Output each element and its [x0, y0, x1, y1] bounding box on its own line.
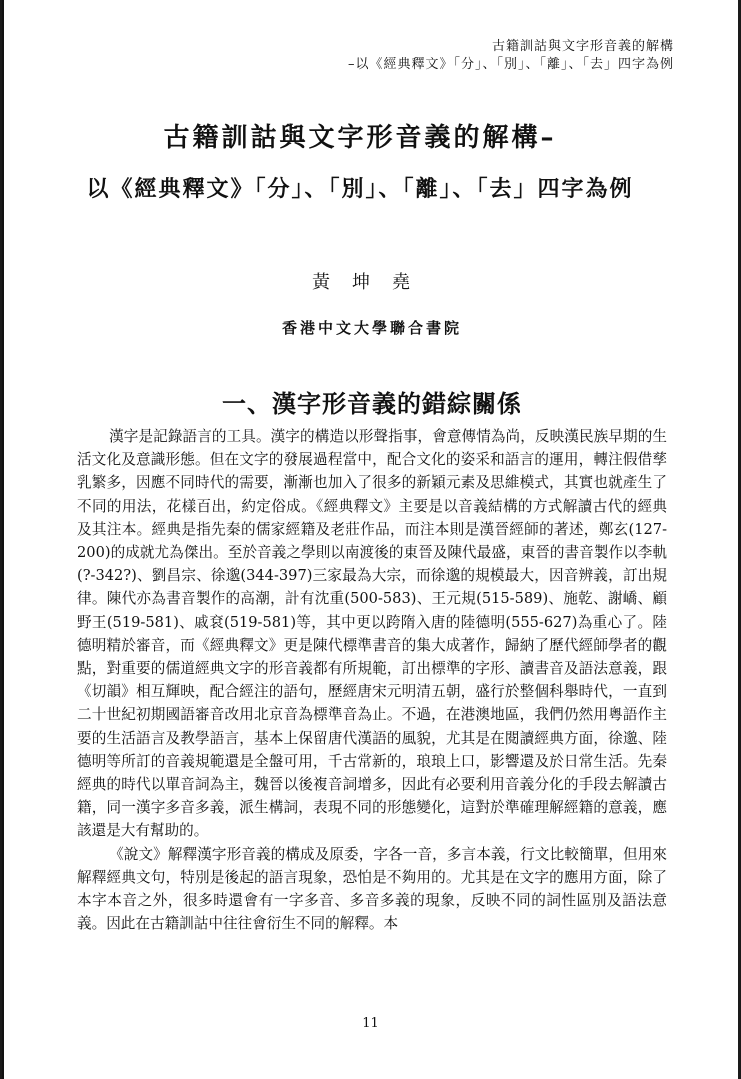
paper-subtitle: 以《經典釋文》「分」、「別」、「離」、「去」四字為例 — [86, 176, 634, 202]
page — [2, 0, 738, 1079]
paragraph: 《說文》解釋漢字形音義的構成及原委，字各一音，多言本義，行文比較簡單，但用來解釋經典文句，特別是後起的語言現象，恐怕是不夠用的。尤其是在文字的應用方面，除了本字本音之外，很多時還會有一字多音、多音多義的現象，反映不同的詞性區別及語法意義。因此在古籍訓詁中往往會衍生不同的解釋。本 — [77, 845, 667, 933]
body-text — [77, 425, 667, 935]
author-affiliation: 香港中文大學聯合書院 — [281, 319, 462, 337]
running-header-line1: 古籍訓詁與文字形音義的解構 — [491, 39, 674, 54]
author-name: 黃坤堯 — [312, 272, 432, 293]
page-edge — [2, 0, 4, 1079]
running-header — [348, 38, 674, 74]
paragraph: 漢字是記錄語言的工具。漢字的構造以形聲指事，會意傳情為尚，反映漢民族早期的生活文化及意識形態。但在文字的發展過程當中，配合文化的姿采和語言的運用，轉注假借孳乳繁多，因應不同時代的需要，漸漸也加入了很多的新穎元素及思維模式，其實也就產生了不同的用法，花樣百出，約定俗成。《經典釋文》主要是以音義結構的方式解讀古代的經典及其注本。經典是指先秦的儒家經籍及老莊作品，而注本則是漢晉經師的著述，鄭玄(127-200)的成就尤為傑出。至於音義之學則以南渡後的東晉及陳代最盛，東晉的書音製作以李軌(?-342?)、劉昌宗、徐邈(344-397)三家最為大宗，而徐邈的規模最大，因音辨義，訂出規律。陳代亦為書音製作的高潮，計有沈重(500-583)、王元規(515-589)、施乾、謝嶠、顧野王(519-581)、戚袞(519-581)等，其中更以跨隋入唐的陸德明(555-627)為重心了。陸德明精於審音，而《經典釋文》更是陳代標準書音的集大成著作，歸納了歷代經師學者的觀點，對重要的儒道經典文字的形音義都有所規範，訂出標準的字形、讀書音及語法意義，跟《切韻》相互輝映，配合經注的語句，歷經唐宋元明清五朝，盛行於整個科舉時代，一直到二十世紀初期國語審音改用北京音為標準音為止。不過，在港澳地區，我們仍然用粵語作主要的生活語言及教學語言，基本上保留唐代漢語的風貌，尤其是在閱讀經典方面，徐邈、陸德明等所訂的音義規範還是全盤可用，千古常新的，琅琅上口，影響還及於日常生活。先秦經典的時代以單音詞為主，魏晉以後複音詞增多，因此有必要利用音義分化的手段去解讀古籍，同一漢字多音多義，派生構詞，表現不同的形態變化，這對於準確理解經籍的意義，應該還是大有幫助的。 — [77, 428, 667, 840]
section-heading: 一、漢字形音義的錯綜關係 — [222, 390, 522, 418]
running-header-line2: –以《經典釋文》「分」、「別」、「離」、「去」四字為例 — [347, 57, 674, 72]
page-number: 11 — [362, 1016, 379, 1031]
paper-title: 古籍訓詁與文字形音義的解構– — [163, 123, 557, 153]
